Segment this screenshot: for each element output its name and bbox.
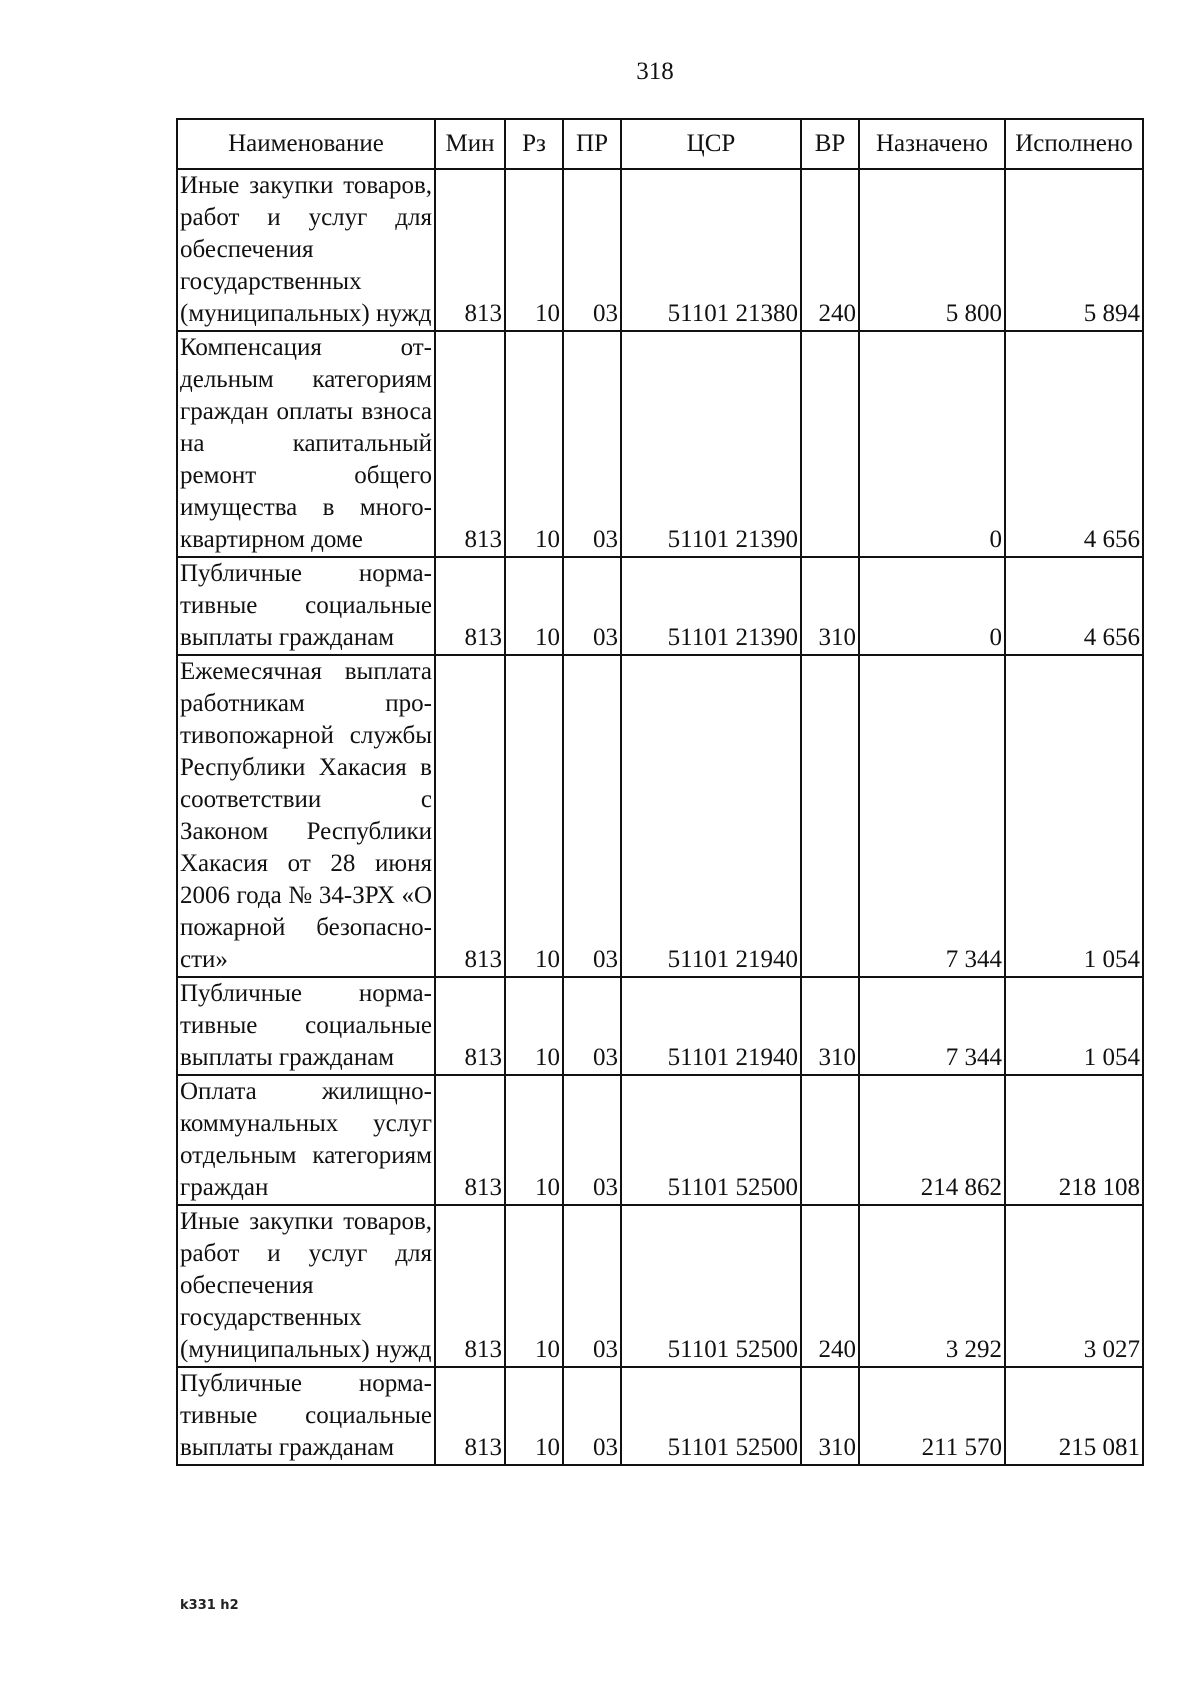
cell-assigned: 0 xyxy=(859,331,1005,557)
cell-rz: 10 xyxy=(505,1205,563,1367)
cell-min: 813 xyxy=(435,655,505,977)
cell-vr xyxy=(801,331,859,557)
cell-pr: 03 xyxy=(563,655,621,977)
cell-executed: 215 081 xyxy=(1005,1367,1143,1465)
table-row xyxy=(177,331,1143,557)
cell-executed: 4 656 xyxy=(1005,557,1143,655)
header-vr: ВР xyxy=(801,119,859,169)
table-row xyxy=(177,1075,1143,1205)
cell-min: 813 xyxy=(435,1075,505,1205)
cell-name: Ежемесячная выплата работникам противопожарной службы Республики Хакасия в соответствии с Законом Республики Хакасия от 28 июня 2006 года № 34-ЗРХ «О пожарной безопасности» xyxy=(177,655,435,977)
table-row xyxy=(177,977,1143,1075)
budget-table xyxy=(176,118,1144,1466)
cell-csr: 51101 21380 xyxy=(621,169,801,331)
cell-assigned: 7 344 xyxy=(859,977,1005,1075)
cell-csr: 51101 21390 xyxy=(621,557,801,655)
cell-rz: 10 xyxy=(505,977,563,1075)
cell-executed: 5 894 xyxy=(1005,169,1143,331)
cell-executed: 1 054 xyxy=(1005,977,1143,1075)
cell-assigned: 7 344 xyxy=(859,655,1005,977)
cell-rz: 10 xyxy=(505,1367,563,1465)
cell-vr xyxy=(801,655,859,977)
cell-vr: 240 xyxy=(801,1205,859,1367)
cell-name: Публичные нормативные социальные выплаты гражданам xyxy=(177,1367,435,1465)
cell-rz: 10 xyxy=(505,557,563,655)
cell-pr: 03 xyxy=(563,557,621,655)
cell-name: Публичные нормативные социальные выплаты гражданам xyxy=(177,977,435,1075)
cell-rz: 10 xyxy=(505,655,563,977)
cell-pr: 03 xyxy=(563,1075,621,1205)
cell-min: 813 xyxy=(435,1367,505,1465)
cell-vr: 310 xyxy=(801,1367,859,1465)
cell-vr: 310 xyxy=(801,977,859,1075)
cell-csr: 51101 21940 xyxy=(621,655,801,977)
cell-name: Оплата жилищно-коммунальных услуг отдельным категориям граждан xyxy=(177,1075,435,1205)
table-body xyxy=(177,169,1143,1465)
header-csr: ЦСР xyxy=(621,119,801,169)
cell-executed: 1 054 xyxy=(1005,655,1143,977)
cell-min: 813 xyxy=(435,977,505,1075)
cell-vr: 240 xyxy=(801,169,859,331)
table-row xyxy=(177,557,1143,655)
cell-assigned: 3 292 xyxy=(859,1205,1005,1367)
cell-rz: 10 xyxy=(505,169,563,331)
cell-vr: 310 xyxy=(801,557,859,655)
cell-rz: 10 xyxy=(505,331,563,557)
cell-name: Компенсация отдельным категориям граждан оплаты взноса на капитальный ремонт общего имущества в многоквартирном доме xyxy=(177,331,435,557)
cell-executed: 4 656 xyxy=(1005,331,1143,557)
cell-pr: 03 xyxy=(563,977,621,1075)
page-number: 318 xyxy=(636,58,674,85)
cell-assigned: 0 xyxy=(859,557,1005,655)
table-row xyxy=(177,1205,1143,1367)
cell-assigned: 214 862 xyxy=(859,1075,1005,1205)
header-rz: Рз xyxy=(505,119,563,169)
header-pr: ПР xyxy=(563,119,621,169)
cell-csr: 51101 21390 xyxy=(621,331,801,557)
table-row xyxy=(177,655,1143,977)
cell-csr: 51101 21940 xyxy=(621,977,801,1075)
cell-assigned: 5 800 xyxy=(859,169,1005,331)
cell-rz: 10 xyxy=(505,1075,563,1205)
header-min: Мин xyxy=(435,119,505,169)
cell-min: 813 xyxy=(435,1205,505,1367)
cell-min: 813 xyxy=(435,169,505,331)
cell-csr: 51101 52500 xyxy=(621,1367,801,1465)
cell-pr: 03 xyxy=(563,1205,621,1367)
cell-csr: 51101 52500 xyxy=(621,1205,801,1367)
cell-name: Публичные нормативные социальные выплаты гражданам xyxy=(177,557,435,655)
cell-min: 813 xyxy=(435,331,505,557)
cell-vr xyxy=(801,1075,859,1205)
footer-code: k331 h2 xyxy=(180,1598,239,1613)
cell-min: 813 xyxy=(435,557,505,655)
cell-name: Иные закупки товаров, работ и услуг для обеспечения государственных (муниципальных) нужд xyxy=(177,169,435,331)
header-assigned: Назначено xyxy=(859,119,1005,169)
table-row xyxy=(177,1367,1143,1465)
cell-pr: 03 xyxy=(563,1367,621,1465)
cell-name: Иные закупки товаров, работ и услуг для обеспечения государственных (муниципальных) нужд xyxy=(177,1205,435,1367)
table-header-row xyxy=(177,119,1143,169)
cell-executed: 218 108 xyxy=(1005,1075,1143,1205)
cell-executed: 3 027 xyxy=(1005,1205,1143,1367)
cell-pr: 03 xyxy=(563,169,621,331)
cell-pr: 03 xyxy=(563,331,621,557)
header-name: Наименование xyxy=(177,119,435,169)
table-row xyxy=(177,169,1143,331)
cell-csr: 51101 52500 xyxy=(621,1075,801,1205)
cell-assigned: 211 570 xyxy=(859,1367,1005,1465)
header-executed: Исполнено xyxy=(1005,119,1143,169)
